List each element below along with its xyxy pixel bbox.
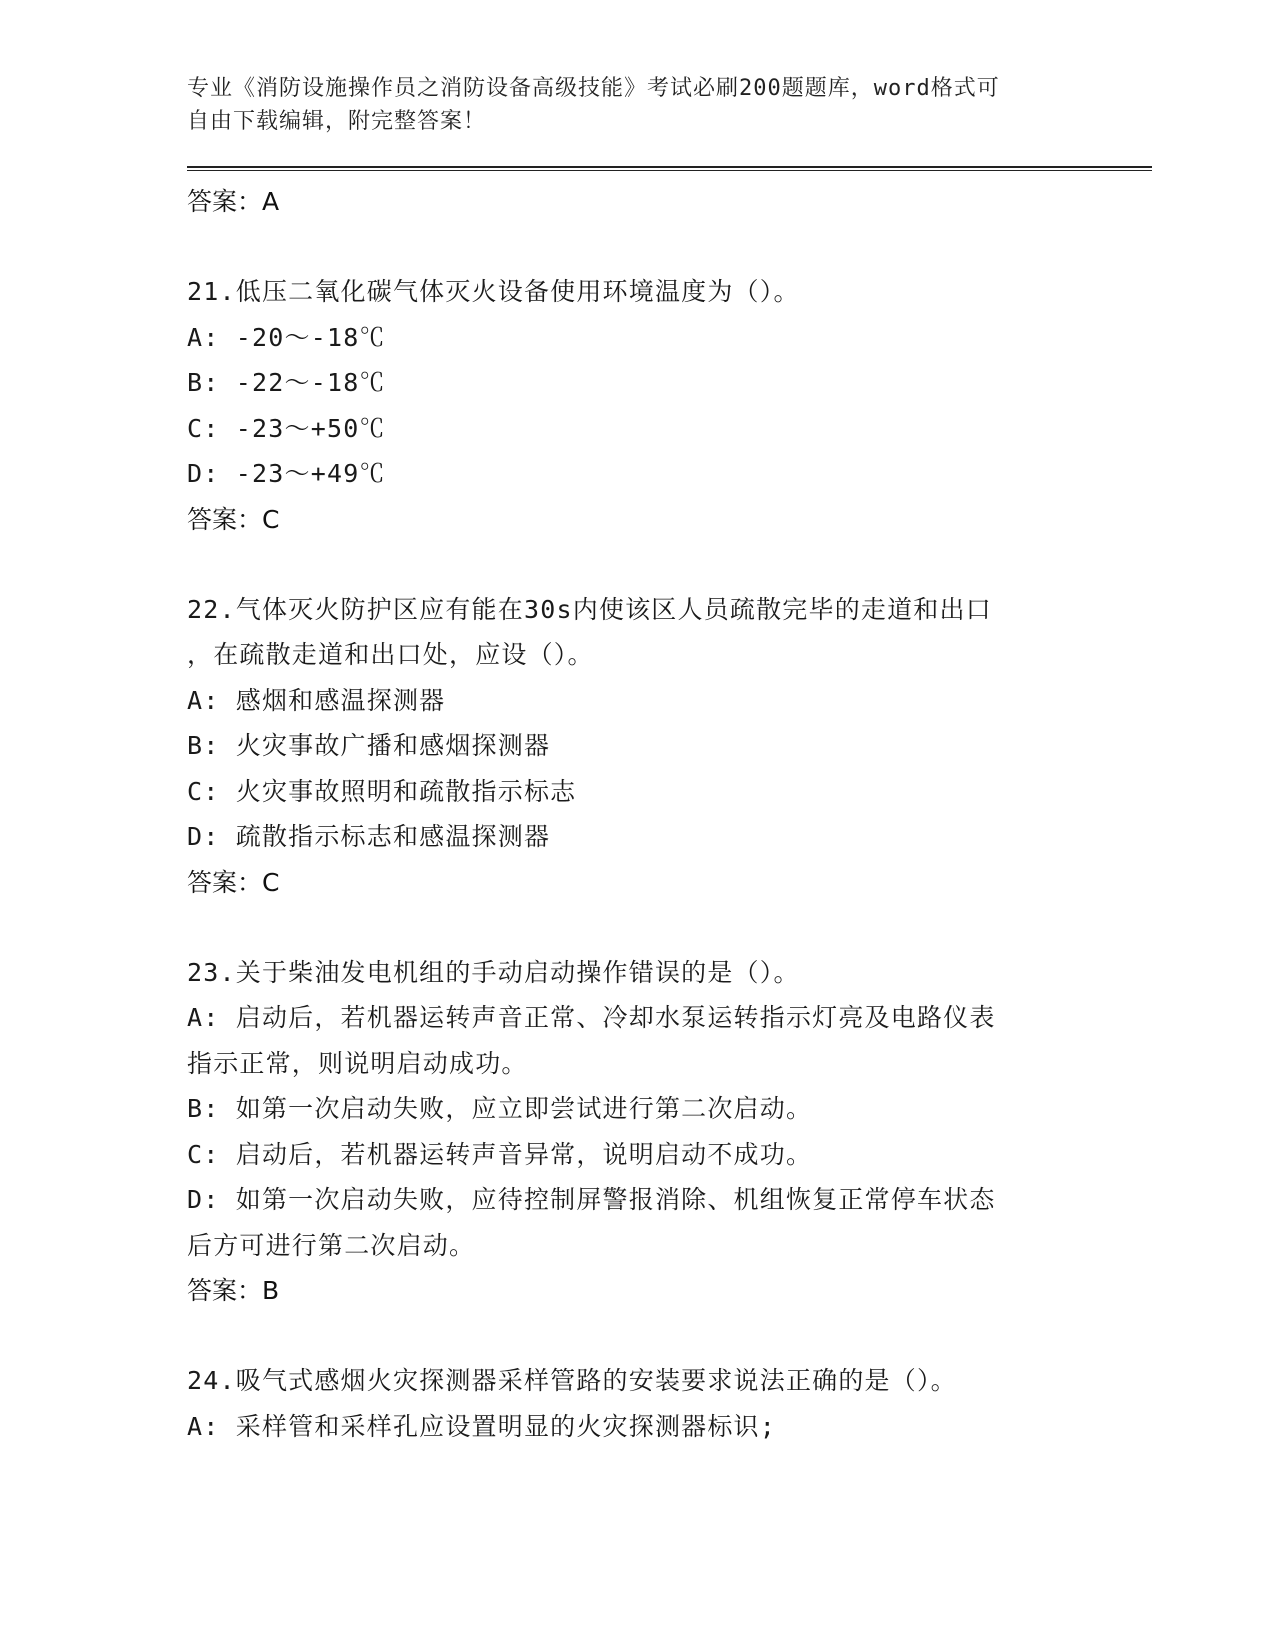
answer-text: 答案：C (187, 504, 280, 534)
document-page (187, 72, 1147, 1449)
option-b: B: -22～-18℃ (187, 368, 386, 397)
option-d: D: 疏散指示标志和感温探测器 (187, 822, 551, 851)
header-divider (187, 166, 1152, 171)
option-a: A: 启动后，若机器运转声音正常、冷却水泵运转指示灯亮及电路仪表 (187, 1003, 996, 1032)
header-line-1: 专业《消防设施操作员之消防设备高级技能》考试必刷200题题库，word格式可 (187, 76, 1000, 101)
question-stem: 22.气体灭火防护区应有能在30s内使该区人员疏散完毕的走道和出口 (187, 594, 992, 624)
option-d: D: -23～+49℃ (187, 459, 386, 488)
option-b: B: 火灾事故广播和感烟探测器 (187, 731, 551, 760)
option-a: A: 采样管和采样孔应设置明显的火灾探测器标识; (187, 1411, 777, 1441)
question-stem: 24.吸气式感烟火灾探测器采样管路的安装要求说法正确的是（）。 (187, 1366, 957, 1395)
question-stem: 21.低压二氧化碳气体灭火设备使用环境温度为（）。 (187, 277, 800, 306)
question-21 (187, 269, 1147, 542)
option-a-continued: 指示正常，则说明启动成功。 (187, 1048, 528, 1078)
question-24 (187, 1358, 1147, 1449)
question-22 (187, 587, 1147, 905)
option-a: A: -20～-18℃ (187, 322, 386, 352)
answer-text: 答案：A (187, 187, 280, 216)
option-c: C: 火灾事故照明和疏散指示标志 (187, 776, 577, 806)
answer-text: 答案：B (187, 1276, 280, 1305)
question-stem: 23.关于柴油发电机组的手动启动操作错误的是（）。 (187, 957, 800, 987)
option-a: A: 感烟和感温探测器 (187, 685, 446, 715)
option-c: C: -23～+50℃ (187, 413, 386, 443)
answer-text: 答案：C (187, 867, 280, 897)
option-b: B: 如第一次启动失败，应立即尝试进行第二次启动。 (187, 1094, 813, 1123)
document-header (187, 72, 1067, 138)
option-c: C: 启动后，若机器运转声音异常，说明启动不成功。 (187, 1139, 813, 1169)
question-23 (187, 950, 1147, 1314)
option-d: D: 如第一次启动失败，应待控制屏警报消除、机组恢复正常停车状态 (187, 1185, 996, 1214)
question-stem-continued: ，在疏散走道和出口处，应设（）。 (187, 640, 594, 669)
option-d-continued: 后方可进行第二次启动。 (187, 1230, 476, 1260)
header-line-2: 自由下载编辑，附完整答案！ (187, 109, 487, 134)
